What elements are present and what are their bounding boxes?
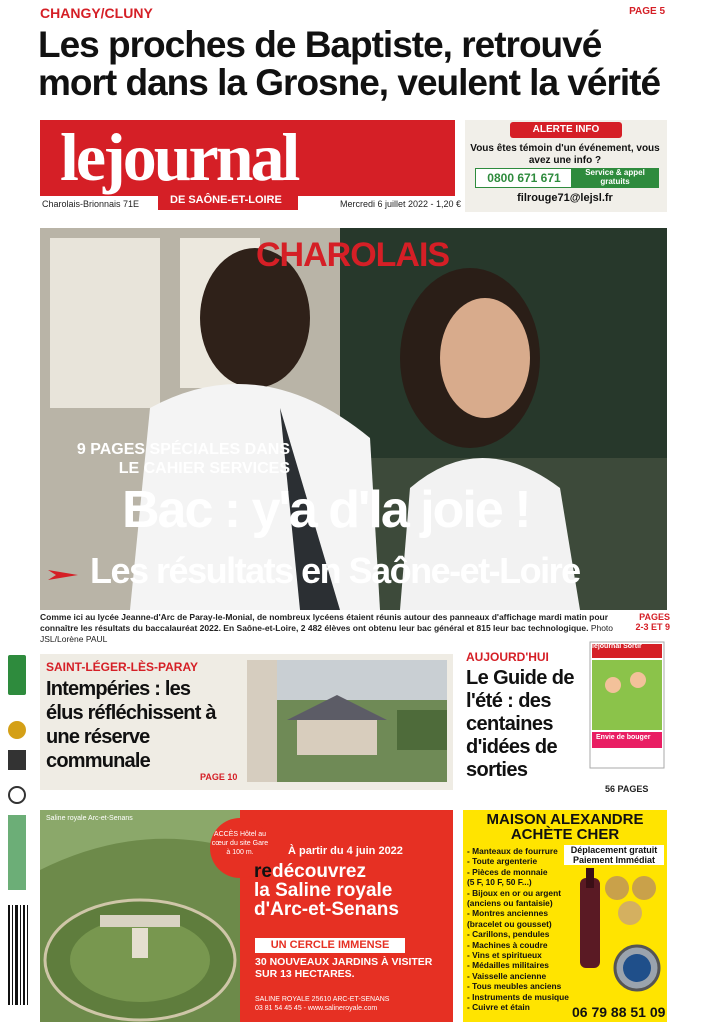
story-kicker: SAINT-LÉGER-LÈS-PARAY <box>46 660 199 674</box>
hero-pages-ref: PAGES 2-3 ET 9 <box>635 612 670 632</box>
story-photo-illustration <box>247 660 447 782</box>
alert-info-button[interactable] <box>510 122 622 138</box>
saline-head-prefix: re <box>254 861 272 882</box>
hero-subtitle[interactable]: Les résultats en Saône-et-Loire <box>90 550 580 591</box>
hero-title[interactable]: Bac : y'a d'la joie ! <box>122 481 530 539</box>
list-item: (bracelet ou gousset) <box>467 918 552 929</box>
list-item: - Pièces de monnaie <box>467 866 548 877</box>
photo-caption <box>40 612 620 645</box>
today-headline[interactable]: Le Guide de l'été : des centaines d'idées de sorties <box>466 667 574 781</box>
alexandre-list <box>467 846 577 1013</box>
list-item: - Montres anciennes <box>467 908 548 919</box>
saline-head-1: découvrez <box>271 861 366 882</box>
alert-phone[interactable]: 0800 671 671 <box>475 168 573 188</box>
alert-free-badge: Service & appel gratuits <box>571 168 659 188</box>
magazine-title: lejournal Sortir <box>592 643 642 650</box>
alexandre-title-2: ACHÈTE CHER <box>510 826 620 843</box>
magazine-cover[interactable] <box>588 640 666 770</box>
list-item: - Tous meubles anciens <box>467 981 562 992</box>
list-item: - Vaisselle ancienne <box>467 970 547 981</box>
alexandre-title <box>463 812 667 842</box>
saline-head-2: la Saline royale <box>254 880 393 901</box>
saline-cercle-label: UN CERCLE IMMENSE <box>255 938 405 953</box>
alert-text: Vous êtes témoin d'un événement, vous avez une info ? <box>470 143 660 166</box>
edition-label: Charolais-Brionnais 71E <box>42 199 140 209</box>
list-item: - Instruments de musique <box>467 991 569 1002</box>
masthead-subtitle: DE SAÔNE-ET-LOIRE <box>170 194 282 206</box>
saline-access-text: ACCÈS Hôtel au cœur du site Gare à 100 m. <box>211 831 269 856</box>
alert-label: ALERTE INFO <box>532 124 600 135</box>
special-pages-note: 9 PAGES SPÉCIALES DANS LE CAHIER SERVICES <box>76 441 290 477</box>
issue-date: Mercredi 6 juillet 2022 - 1,20 € <box>340 199 462 209</box>
saline-head-3: d'Arc-et-Senans <box>254 899 399 920</box>
list-item: (5 F, 10 F, 50 F...) <box>467 877 532 888</box>
saline-date: À partir du 4 juin 2022 <box>288 845 403 857</box>
alexandre-items-illustration <box>562 868 664 1000</box>
saline-address-line: SALINE ROYALE 25610 ARC-ET-SENANS <box>255 996 390 1003</box>
top-kicker: CHANGY/CLUNY <box>40 5 153 21</box>
story-photo[interactable] <box>247 660 447 782</box>
list-item: - Médailles militaires <box>467 960 549 971</box>
story-page-ref: PAGE 10 <box>200 772 238 782</box>
saline-jardins: 30 NOUVEAUX JARDINS À VISITER SUR 13 HECTARES. <box>255 956 433 980</box>
saline-headline <box>254 862 449 919</box>
side-logos <box>2 655 32 1015</box>
list-item: - Cuivre et étain <box>467 1002 530 1013</box>
saline-contact[interactable]: 03 81 54 45 45 - www.salineroyale.com <box>255 1005 378 1012</box>
alexandre-phone[interactable]: 06 79 88 51 09 <box>572 1004 666 1020</box>
caption-text: Comme ici au lycée Jeanne-d'Arc de Paray-le-Monial, de nombreux lycéens étaient réunis autour des panneaux d'affichage mardi matin pour connaître les résultats du baccalauréat 2022. En Saône-et-Loire, 2 482 élèves ont obtenu leur bac général et 815 leur bac technologique. <box>40 612 609 633</box>
alexandre-title-1: MAISON ALEXANDRE <box>486 811 644 828</box>
list-item: - Bijoux en or ou argent <box>467 887 561 898</box>
list-item: - Vins et spiritueux <box>467 950 542 961</box>
today-kicker: AUJOURD'HUI <box>466 650 549 664</box>
list-item: - Machines à coudre <box>467 939 548 950</box>
saline-brand: Saline royale Arc-et-Senans <box>46 815 133 822</box>
magazine-pages: 56 PAGES <box>605 784 649 794</box>
alexandre-deplacement: Déplacement gratuit Paiement Immédiat <box>564 845 664 865</box>
top-page-ref: PAGE 5 <box>629 6 665 17</box>
magazine-tag: Envie de bouger <box>596 734 651 741</box>
saline-address <box>255 995 450 1013</box>
list-item: - Toute argenterie <box>467 856 538 867</box>
list-item: - Carillons, pendules <box>467 929 550 940</box>
story-headline[interactable]: Intempéries : les élus réfléchissent à une réserve communale <box>46 678 216 772</box>
list-item: - Manteaux de fourrure <box>467 846 558 856</box>
alert-email[interactable]: filrouge71@lejsl.fr <box>517 192 613 204</box>
masthead-logo[interactable]: lejournal <box>60 119 298 195</box>
photo-credit: Photo JSL/Lorène PAUL <box>40 623 614 644</box>
section-label: CHAROLAIS <box>256 236 450 274</box>
list-item: (anciens ou fantaisie) <box>467 898 553 909</box>
top-headline[interactable]: Les proches de Baptiste, retrouvé mort dans la Grosne, veulent la vérité <box>38 24 661 103</box>
red-arrow-icon <box>48 568 88 582</box>
